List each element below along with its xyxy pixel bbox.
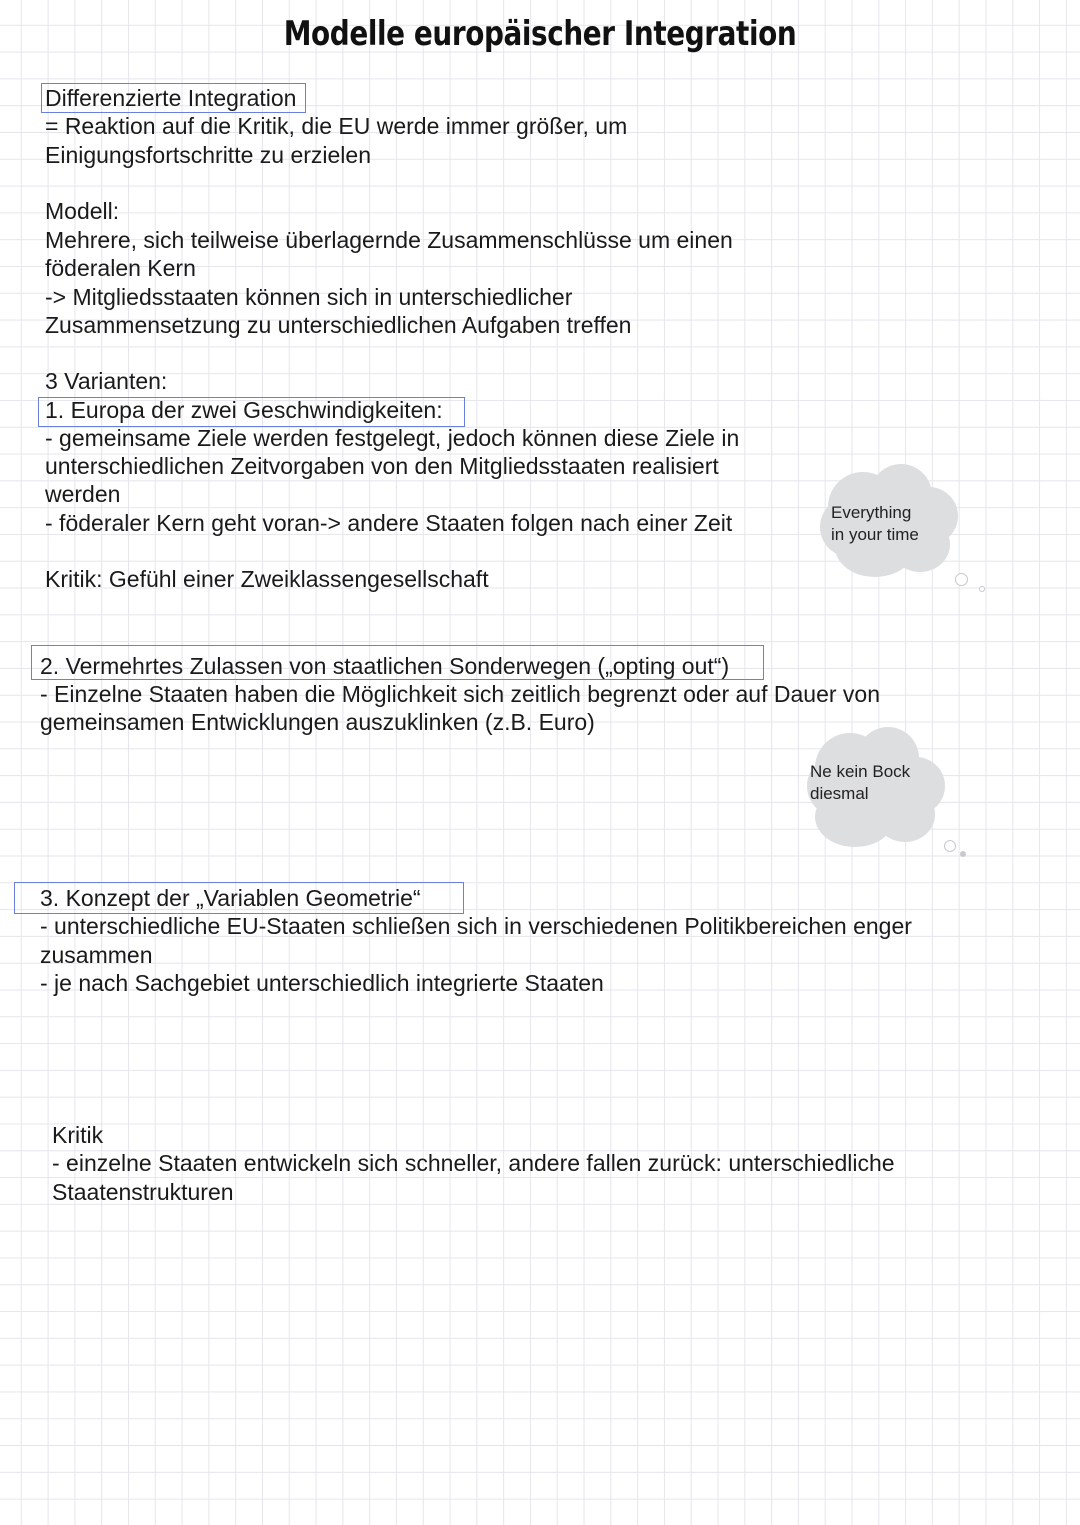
thought-bubble-everything [800,462,965,582]
variant-1-heading: 1. Europa der zwei Geschwindigkeiten: [45,397,443,423]
variant-3-line-1: - unterschiedliche EU-Staaten schließen sich in verschiedenen Politikbereichen enger [40,913,912,939]
variant-1-critique: Kritik: Gefühl einer Zweiklassengesellschaft [45,566,489,592]
bubble-2-line-2: diesmal [810,784,869,803]
variant-3-heading: 3. Konzept der „Variablen Geometrie“ [40,885,421,911]
bubble-1-line-2: in your time [831,525,919,544]
definition-line-2: Einigungsfortschritte zu erzielen [45,142,371,168]
thought-bubble-ne-kein-bock [795,725,955,850]
variant-3-line-3: - je nach Sachgebiet unterschiedlich integrierte Staaten [40,970,604,996]
model-line-3: -> Mitgliedsstaaten können sich in unterschiedlicher [45,284,573,310]
model-line-4: Zusammensetzung zu unterschiedlichen Aufgaben treffen [45,312,632,338]
variant-2-heading: 2. Vermehrtes Zulassen von staatlichen Sonderwegen („opting out“) [40,653,730,679]
thought-dot-large-1 [955,573,968,586]
critique-line-2: Staatenstrukturen [52,1179,234,1205]
thought-dot-small-1 [979,586,985,592]
heading-differenzierte-integration: Differenzierte Integration [45,85,297,111]
model-line-1: Mehrere, sich teilweise überlagernde Zusammenschlüsse um einen [45,227,733,253]
variant-1-line-1: - gemeinsame Ziele werden festgelegt, jedoch können diese Ziele in [45,425,740,451]
variants-label: 3 Varianten: [45,368,168,394]
thought-dot-small-2 [960,851,966,857]
definition-line-1: = Reaktion auf die Kritik, die EU werde immer größer, um [45,113,628,139]
critique-line-1: - einzelne Staaten entwickeln sich schneller, andere fallen zurück: unterschiedliche [52,1150,895,1176]
critique-label: Kritik [52,1122,104,1148]
variant-1-line-3: werden [45,481,121,507]
bubble-2-line-1: Ne kein Bock [810,762,911,781]
variant-3-line-2: zusammen [40,942,153,968]
model-label: Modell: [45,198,120,224]
model-line-2: föderalen Kern [45,255,196,281]
variant-2-line-2: gemeinsamen Entwicklungen auszuklinken (z.B. Euro) [40,709,595,735]
thought-dot-large-2 [944,840,956,852]
variant-1-line-2: unterschiedlichen Zeitvorgaben von den Mitgliedsstaaten realisiert [45,453,719,479]
variant-1-line-4: - föderaler Kern geht voran-> andere Staaten folgen nach einer Zeit [45,510,733,536]
page-title: Modelle europäischer Integration [283,14,797,54]
variant-2-line-1: - Einzelne Staaten haben die Möglichkeit sich zeitlich begrenzt oder auf Dauer von [40,681,880,707]
bubble-1-line-1: Everything [831,503,912,522]
